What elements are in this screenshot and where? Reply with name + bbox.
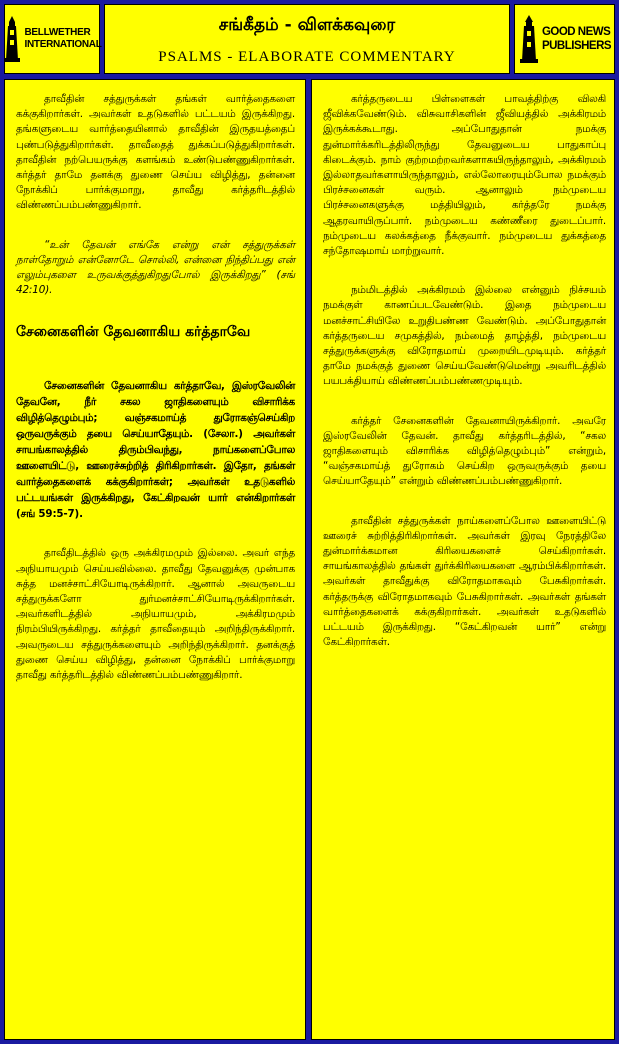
right-paragraph-2: நம்மிடத்தில் அக்கிரமம் இல்லை என்னும் நிச்சயம் நமக்குள் காணப்படவேண்டும். இதை நம்முடைய மனச்சாட்சியிலே உறுதிபண்ண வேண்டும். அப்போதுதான் கர்த்தருடைய சமுகத்தில், நம்மைத் தாழ்த்தி, நம்முடைய சத்துருக்களுக்கு விரோதமாய் முறையிடமுடியும். கர்த்தர் தாமே நமக்குத் துணை செய்யவேண்டுமென்று அவரிடத்தில் பயபக்தியாய் விண்ணப்பம்பண்ணமுடியும்.	[323, 284, 606, 388]
logo-left-line2: INTERNATIONAL	[24, 39, 102, 50]
bellwether-logo	[4, 4, 100, 74]
left-quote-paragraph: “உன் தேவன் எங்கே என்று என் சத்துருக்கள் நாள்தோறும் என்னோடே சொல்லி, என்னை நிந்திப்பது என் எலும்புகளை உருவக்குத்துகிறதுபோல் இருக்கிறது” (சங் 42:10).	[16, 238, 295, 297]
scripture-paragraph: சேனைகளின் தேவனாகிய கர்த்தாவே, இஸ்ரவேலின் தேவனே, நீர் சகல ஜாதிகளையும் விசாரிக்க விழித்தெழும்பும்; வஞ்சகமாய்த் துரோகஞ்செய்கிற ஒருவருக்கும் தயை செய்யாதேயும். (சேலா.) அவர்கள் சாயங்காலத்தில் திரும்பிவந்து, நாய்களைப்போல ஊளையிட்டு, ஊரைச்சுற்றித் திரிகிறார்கள். இதோ, தங்கள் வார்த்தைகளைக் கக்குகிறார்கள்; அவர்கள் உதடுகளில் பட்டயங்கள் இருக்கிறது, கேட்கிறவன் யார் என்கிறார்கள் (சங் 59:5-7).	[16, 380, 295, 521]
title-tamil: சங்கீதம் - விளக்கவுரை	[218, 15, 396, 35]
tower-icon	[2, 16, 22, 62]
left-paragraph-4: தாவீதிடத்தில் ஒரு அக்கிரமமும் இல்லை. அவர் எந்த அநியாயமும் செய்யவில்லை. தாவீது தேவனுக்கு முன்பாக சுத்த மனச்சாட்சியோடிருக்கிறார். ஆனால் அவருடைய சத்துருக்களோ துர்மனச்சாட்சியோடிருக்கிறார்கள். அவர்களிடத்தில் அநியாயமும், அக்கிரமமும் நிரம்பியிருக்கிறது. கர்த்தர் தாவீதையும் அறிந்திருக்கிறார். அவருடைய சத்துருக்களையும் அறிந்திருக்கிறார். தனக்குத் துணை செய்ய விழித்து, தன்னை நோக்கிப் பார்க்குமாறு தாவீது கர்த்தரிடத்தில் விண்ணப்பம்பண்ணுகிறார்.	[16, 547, 295, 682]
right-paragraph-3: கர்த்தர் சேனைகளின் தேவனாயிருக்கிறார். அவரே இஸ்ரவேலின் தேவன். தாவீது கர்த்தரிடத்தில், “சகல ஜாதிகளையும் விசாரிக்க விழித்தெழும்பும்” என்றும், “வஞ்சகமாய்த் துரோகம் செய்கிற ஒருவருக்கும் தயை செய்யாதேயும்” என்றும் விண்ணப்பம்பண்ணுகிறார்.	[323, 414, 606, 488]
logo-right-line2: PUBLISHERS	[541, 40, 612, 52]
logo-right-line1: GOOD NEWS	[541, 26, 611, 38]
page-header	[104, 4, 510, 74]
right-paragraph-1: கர்த்தருடைய பிள்ளைகள் பாவத்திற்கு விலகி ஜீவிக்கவேண்டும். விசுவாசிகளின் ஜீவியத்தில் அக்கிரமம் இருக்கக்கூடாது. அப்போதுதான் நமக்கு துன்மார்க்கரிடத்திலிருந்து தேவனுடைய பாதுகாப்பு கிடைக்கும். நாம் குற்றமற்றவர்களாகயிருந்தாலும், அக்கிரமம் இல்லாதவர்களாயிருந்தாலும், எல்லோரையும்போல நமக்கும் பிரச்சனைகள் வரும். ஆனாலும் நம்முடைய பிரச்சனைகளுக்கு மத்தியிலும், கர்த்தரே நமக்கு ஆதரவாயிருப்பார். நம்முடைய கண்ணீரை துடைப்பார். நம்முடைய கலக்கத்தை நீக்குவார். நம்முடைய துக்கத்தை சந்தோஷமாய் மாற்றுவார்.	[323, 93, 606, 258]
right-column	[311, 79, 615, 1040]
tower-icon	[518, 15, 540, 63]
good-news-logo	[514, 4, 615, 74]
section-heading: சேனைகளின் தேவனாகிய கர்த்தாவே	[16, 324, 251, 341]
right-paragraph-4: தாவீதின் சத்துருக்கள் நாய்களைப்போல ஊளையிட்டு ஊரைச் சுற்றித்திரிகிறார்கள். அவர்கள் இரவு நேரத்திலே துன்மார்க்கமான கிரியைகளைச் செய்கிறார்கள். சாயங்காலத்தில் தங்கள் துர்க்கிரியைகளை ஆரம்பிக்கிறார்கள். அவர்கள் தாவீதுக்கு விரோதமாகவும் பேசுகிறார்கள். கர்த்தருக்கு விரோதமாகவும் பேசுகிறார்கள். அவர்கள் தங்கள் வார்த்தைகளைக் கக்குகிறார்கள். அவர்கள் உதடுகளில் பட்டயம் இருக்கிறது. “கேட்கிறவன் யார்” என்று கேட்கிறார்கள்.	[323, 514, 606, 649]
left-paragraph-1: தாவீதின் சத்துருக்கள் தங்கள் வார்த்தைகளை கக்குகிறார்கள். அவர்கள் உதடுகளில் பட்டயம் இருக்கிறது. தங்களுடைய வார்த்தையினால் தாவீதின் இருதயத்தைப் புண்படுத்துகிறார்கள். தாவீதைத் துக்கப்படுத்துகிறார்கள். தாவீதின் நற்பெயருக்கு களங்கம் உண்டுபண்ணுகிறார்கள். கர்த்தர் தாமே தனக்கு துணை செய்ய விழித்து, தன்னை நோக்கிப் பார்க்குமாறு, தாவீது கர்த்தரிடத்தில் விண்ணப்பம்பண்ணுகிறார்.	[16, 93, 295, 212]
left-column	[4, 79, 306, 1040]
title-english: PSALMS - ELABORATE COMMENTARY	[158, 49, 456, 65]
logo-left-line1: BELLWETHER	[24, 27, 91, 38]
